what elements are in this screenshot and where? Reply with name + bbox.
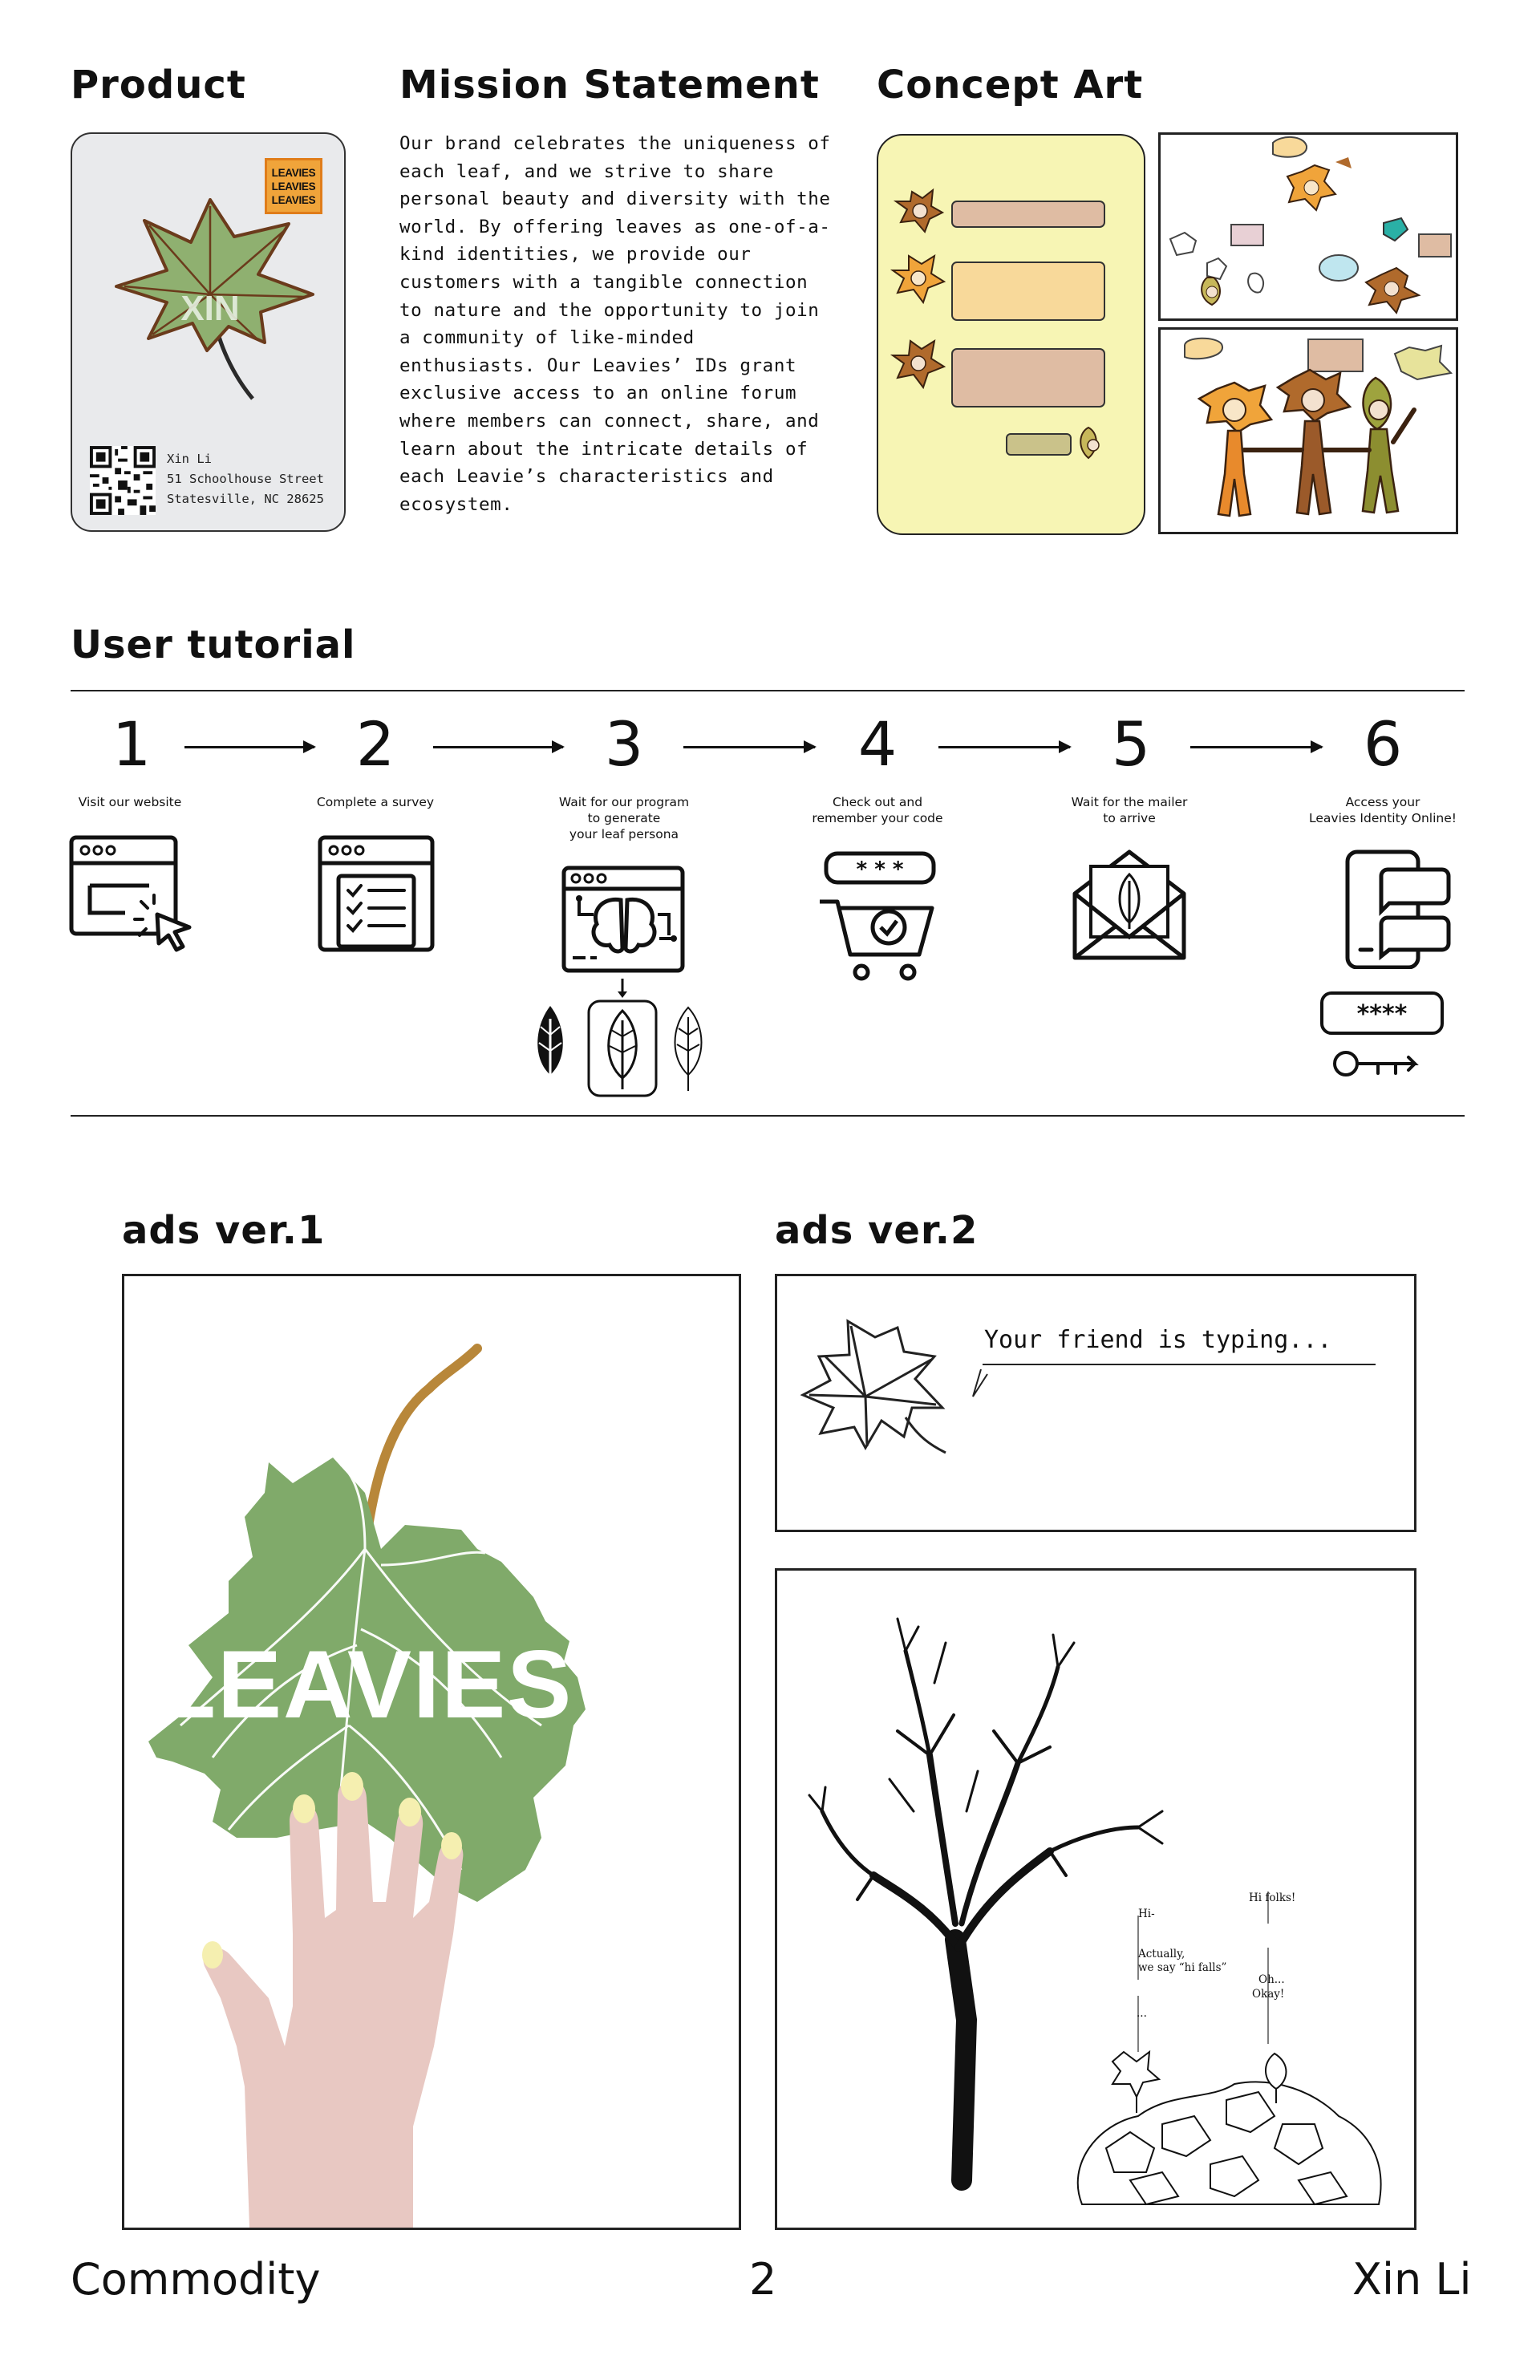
- step-number-4: 4: [857, 708, 898, 780]
- step-number-2: 2: [355, 708, 395, 780]
- footer-author: Xin Li: [1352, 2254, 1472, 2305]
- step-label-4: Check out and remember your code: [812, 795, 943, 825]
- typing-indicator-text: Your friend is typing...: [984, 1326, 1332, 1354]
- card-address-city: Statesville, NC 28625: [167, 492, 324, 506]
- checkout-code-text: * * *: [856, 858, 904, 882]
- access-code-text: ****: [1356, 1000, 1408, 1028]
- mission-heading: Mission Statement: [399, 63, 820, 107]
- tutorial-bottom-rule: [71, 1115, 1465, 1117]
- qr-code: [90, 445, 156, 516]
- step-number-5: 5: [1111, 708, 1151, 780]
- chat-leaf-avatar: [893, 341, 944, 387]
- step-label-6: Access your Leavies Identity Online!: [1309, 795, 1457, 825]
- dialog-hi-folks: Hi folks!: [1249, 1891, 1296, 1904]
- website-click-icon: [69, 834, 197, 955]
- dialog-okay: Okay!: [1252, 1988, 1285, 2001]
- step-arrow: [683, 746, 815, 748]
- step-label-3: Wait for our program to generate your leaf persona: [558, 795, 690, 841]
- bare-tree-sketch: [809, 1619, 1162, 2180]
- ad-version-2-tree-panel: [775, 1568, 1416, 2230]
- chat-bubble: [952, 262, 1104, 320]
- access-code-key-icon: [1319, 990, 1447, 1083]
- product-heading: Product: [71, 63, 246, 107]
- step-label-1: Visit our website: [78, 795, 182, 809]
- leaf-persona-options: [528, 979, 720, 1097]
- concept-art-panel-1: [1158, 132, 1458, 321]
- step-label-5: Wait for the mailer to arrive: [1071, 795, 1188, 825]
- chat-leaf-avatar: [896, 190, 942, 232]
- footer-page-number: 2: [749, 2254, 777, 2305]
- ai-program-icon: [561, 865, 690, 977]
- ad-version-1-poster: [122, 1274, 741, 2230]
- chat-bubble-self: [1007, 434, 1071, 455]
- badge-line: LEAVIES: [271, 166, 316, 179]
- chat-bubble: [952, 201, 1104, 227]
- chat-leaf-avatar-self: [1080, 428, 1099, 458]
- card-leaf-illustration: [72, 134, 346, 455]
- phone-chat-icon: [1339, 849, 1452, 969]
- chat-leaf-avatar: [893, 256, 944, 302]
- ad-logo-text: LEAVIES: [156, 1631, 573, 1738]
- step-arrow: [938, 746, 1070, 748]
- product-card: [71, 132, 346, 532]
- leaf-pile-sketch: [1078, 2052, 1381, 2204]
- step-arrow: [1190, 746, 1322, 748]
- badge-line: LEAVIES: [271, 193, 316, 206]
- step-arrow: [184, 746, 314, 748]
- ad-version-2-typing-panel: [775, 1274, 1416, 1532]
- step-number-6: 6: [1363, 708, 1403, 780]
- card-address: [167, 449, 324, 509]
- step-arrow: [433, 746, 563, 748]
- step-number-1: 1: [111, 708, 152, 780]
- dialog-dots: ...: [1137, 2007, 1147, 2020]
- step-label-2: Complete a survey: [316, 795, 435, 809]
- concept-chat-phone: [877, 134, 1145, 535]
- card-leaf-name: XIN: [180, 289, 240, 328]
- survey-icon: [318, 834, 436, 955]
- concept-art-heading: Concept Art: [877, 63, 1144, 107]
- dialog-actually: Actually,: [1138, 1948, 1185, 1960]
- badge-line: LEAVIES: [271, 180, 316, 193]
- sketch-leaf: [803, 1321, 946, 1453]
- step-number-3: 3: [604, 708, 644, 780]
- ads-ver2-heading: ads ver.2: [775, 1208, 979, 1253]
- mission-statement-text: Our brand celebrates the uniqueness of each leaf, and we strive to share personal beauty and diversity with the world. By offering leaves as one-of-a-kind identities, we provide our customers with a tangible connection to nature and the opportunity to join a community of like-minded enthusiasts. Our Leavies’ IDs grant exclusive access to an online forum where members can connect, share, and learn about the intricate details of each Leavie’s characteristics and ecosystem.: [399, 133, 831, 515]
- tutorial-top-rule: [71, 690, 1465, 691]
- dialog-we-say: we say “hi falls”: [1138, 1961, 1227, 1974]
- card-address-name: Xin Li: [167, 452, 212, 466]
- chat-bubble: [952, 349, 1104, 407]
- mailer-envelope-icon: [1072, 849, 1189, 963]
- concept-art-panel-2: [1158, 327, 1458, 534]
- footer-commodity: Commodity: [71, 2254, 321, 2305]
- tutorial-heading: User tutorial: [71, 622, 356, 667]
- leaf-stem: [365, 1348, 477, 1549]
- dialog-oh: Oh...: [1258, 1973, 1285, 1986]
- card-address-street: 51 Schoolhouse Street: [167, 472, 324, 486]
- checkout-cart-icon: [817, 850, 938, 985]
- ads-ver1-heading: ads ver.1: [122, 1208, 326, 1253]
- dialog-hi: Hi-: [1138, 1908, 1155, 1920]
